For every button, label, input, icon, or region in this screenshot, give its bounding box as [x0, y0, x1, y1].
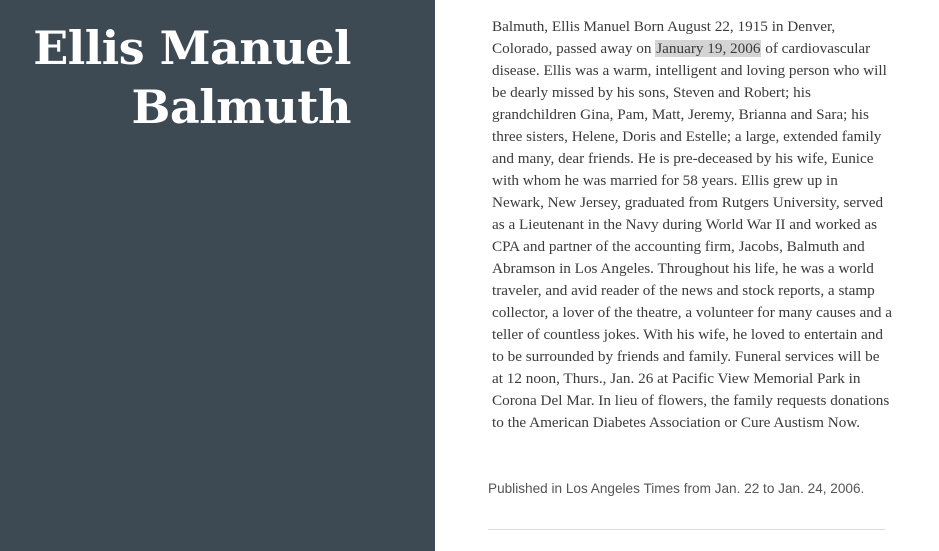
obituary-text-after-date: of cardiovascular disease. Ellis was a warm, intelligent and loving person who will be dearly missed by his sons, Steven and Robert; his grandchildren Gina, Pam, Matt, Jeremy, Brianna and Sara; his three sisters, Helene, Doris and Estelle; a large, extended family and many, dear friends. He is pre-deceased by his wife, Eunice with whom he was married for 58 years. Ellis grew up in Newark, New Jersey, graduated from Rutgers University, served as a Lieutenant in the Navy during World War II and worked as CPA and partner of the accounting firm, Jacobs, Balmuth and Abramson in Los Angeles. Throughout his life, he was a world traveler, and avid reader of the news and stock reports, a stamp collector, a lover of the theatre, a volunteer for many causes and a teller of countless jokes. With his wife, he loved to entertain and to be surrounded by friends and family. Funeral services will be at 12 noon, Thurs., Jan. 26 at Pacific View Memorial Park in Corona Del Mar. In lieu of flowers, the family requests donations to the American Diabetes Association or Cure Austism Now. [492, 40, 892, 431]
obituary-text [492, 16, 892, 434]
content-divider [488, 529, 885, 530]
name-panel [0, 0, 435, 551]
deceased-name-heading [11, 19, 351, 137]
obituary-text-before-date: Balmuth, Ellis Manuel Born August 22, 1915 in Denver, Colorado, passed away on [492, 18, 836, 57]
publication-info: Published in Los Angeles Times from Jan. 22 to Jan. 24, 2006. [488, 481, 865, 496]
highlighted-death-date[interactable]: January 19, 2006 [656, 40, 761, 57]
name-line-first: Ellis Manuel [33, 21, 351, 75]
name-line-last: Balmuth [131, 80, 351, 134]
obituary-content-panel [435, 0, 939, 551]
